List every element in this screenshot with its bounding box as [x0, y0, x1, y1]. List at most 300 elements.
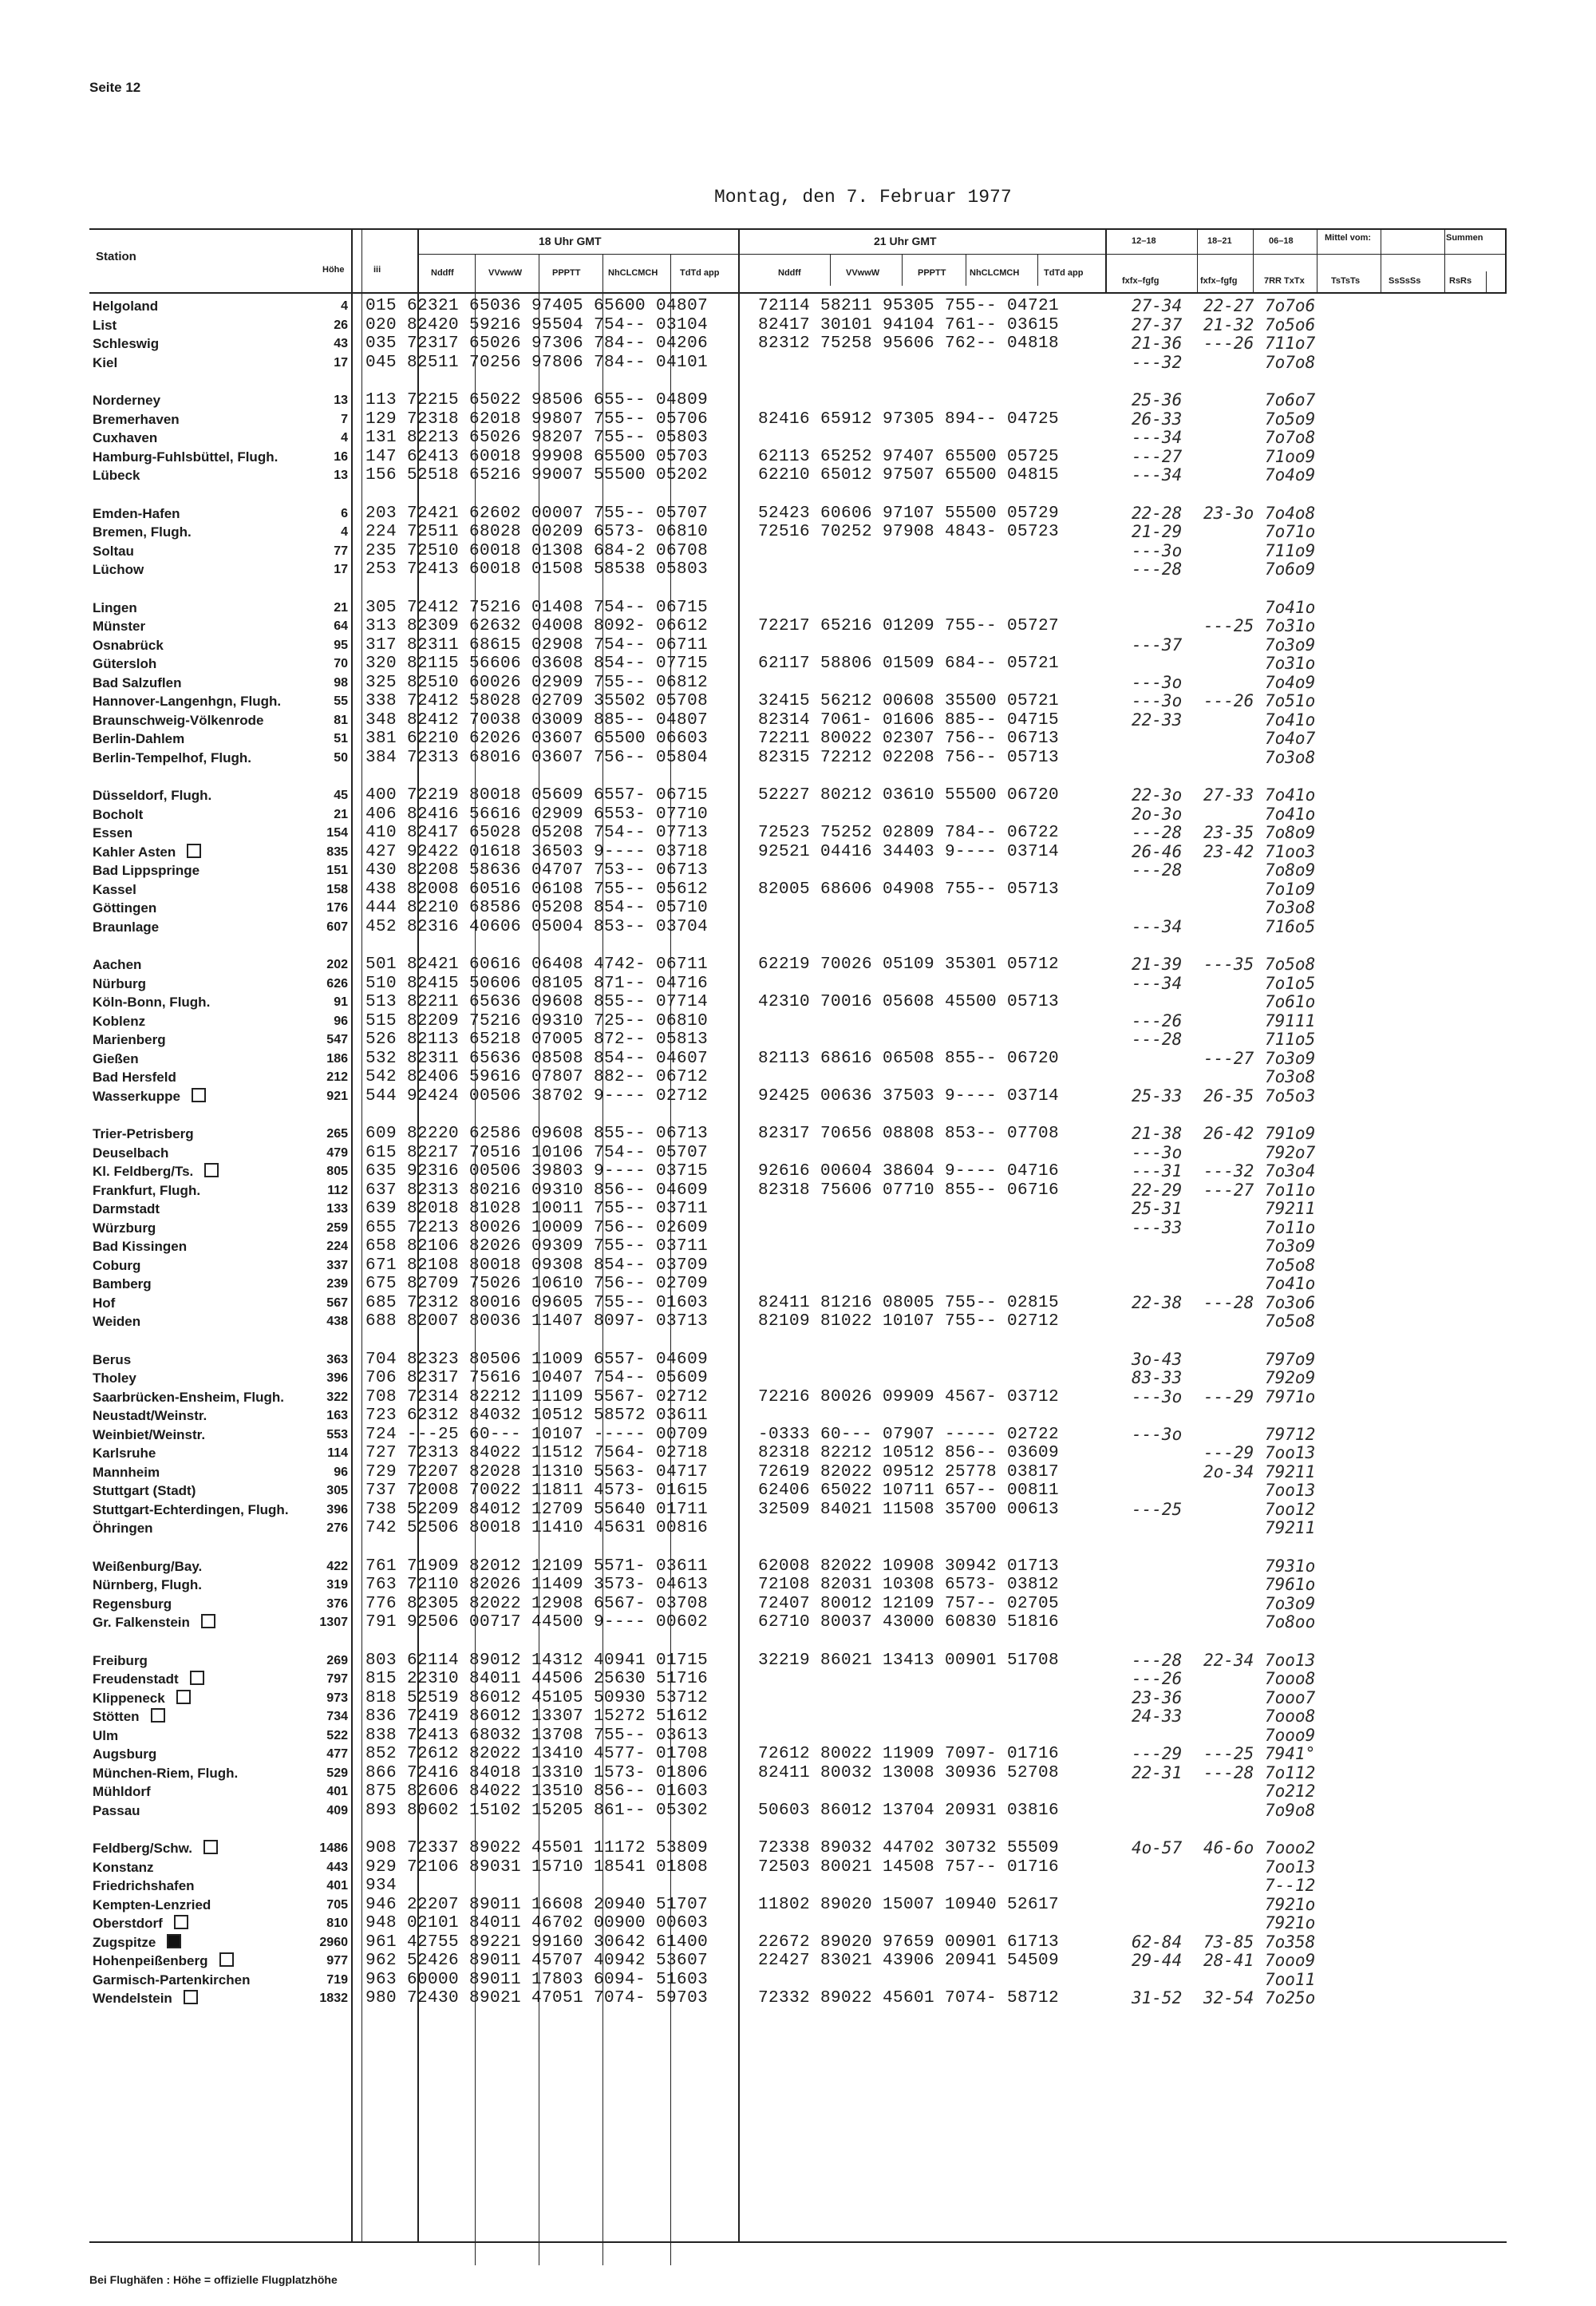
- precip-06-18-text: 792o7: [1265, 1142, 1316, 1162]
- precip-06-18: [1265, 354, 1315, 372]
- precip-06-18: [1265, 1444, 1315, 1462]
- obs-18-gmt: [365, 692, 708, 710]
- gust-12-18: [1132, 786, 1182, 805]
- obs-21-gmt-text: 62710 80037 43000 60830 51816: [758, 1613, 1060, 1632]
- station-name-text: Saarbrücken-Ensheim, Flugh.: [93, 1389, 284, 1405]
- precip-06-18-text: 7o11o: [1265, 1180, 1316, 1200]
- obs-18-gmt: [365, 824, 708, 842]
- gust-12-18-text: ---34: [1132, 465, 1183, 485]
- station-name-text: Kassel: [93, 881, 136, 897]
- table-row: [0, 504, 1596, 524]
- gust-12-18: [1132, 1369, 1182, 1387]
- gust-12-18-text: 25-36: [1132, 390, 1183, 409]
- gust-12-18-text: ---26: [1132, 1011, 1183, 1030]
- gust-18-21: [1203, 1839, 1254, 1857]
- station-height-text: 91: [334, 995, 348, 1009]
- obs-18-gmt: [365, 560, 708, 579]
- gust-12-18: [1132, 316, 1182, 334]
- obs-18-gmt: [365, 1613, 708, 1632]
- station-height-text: 6: [341, 506, 348, 520]
- station-height-text: 112: [327, 1183, 348, 1197]
- obs-18-gmt-text: 035 72317 65026 97306 784-- 04206: [365, 334, 709, 353]
- station-name-text: Braunlage: [93, 919, 160, 935]
- precip-06-18: [1265, 1200, 1315, 1218]
- station-height: [308, 1050, 348, 1068]
- gust-18-21: [1203, 824, 1254, 842]
- station-height-text: 409: [326, 1803, 348, 1818]
- table-row: [0, 636, 1596, 655]
- obs-18-gmt-text: 400 72219 80018 05609 6557- 06715: [365, 786, 709, 805]
- obs-21-gmt: [758, 1896, 1059, 1914]
- station-height: [308, 1651, 348, 1670]
- station-name-text: Neustadt/Weinstr.: [93, 1408, 207, 1423]
- obs-21-gmt-text: 72108 82031 10308 6573- 03812: [758, 1576, 1060, 1594]
- table-row: [0, 1406, 1596, 1426]
- station-height: [308, 1030, 348, 1049]
- station-height-text: 438: [326, 1315, 348, 1328]
- col-header-mittel: Mittel vom:: [1325, 233, 1372, 243]
- gust-12-18-text: ---3o: [1132, 540, 1183, 560]
- station-name: [93, 410, 180, 429]
- station-height-text: 805: [326, 1165, 348, 1178]
- table-row: [0, 1595, 1596, 1614]
- obs-18-gmt: [365, 1745, 708, 1763]
- station-height-text: 133: [326, 1202, 348, 1216]
- precip-06-18: [1265, 975, 1315, 993]
- obs-21-gmt-text: 72114 58211 95305 755-- 04721: [758, 297, 1060, 315]
- station-name: [93, 692, 281, 710]
- station-name-text: Emden-Hafen: [93, 505, 180, 521]
- precip-06-18-text: 7o8o9: [1265, 823, 1316, 842]
- gust-12-18-text: 26-33: [1132, 409, 1183, 429]
- table-row: [0, 1481, 1596, 1501]
- obs-21-gmt-text: 72503 80021 14508 757-- 01716: [758, 1857, 1060, 1877]
- gust-12-18-text: 3o-43: [1132, 1349, 1183, 1369]
- precip-06-18-text: 7931o: [1265, 1556, 1316, 1576]
- col-header-station: Station: [96, 250, 136, 263]
- station-name: [93, 542, 134, 560]
- obs-21-gmt: [758, 1162, 1059, 1181]
- station-height: [308, 1877, 348, 1895]
- gust-12-18: [1132, 1162, 1182, 1181]
- station-name: [93, 1144, 168, 1162]
- obs-18-gmt-text: 866 72416 84018 13310 1573- 01806: [365, 1763, 709, 1782]
- station-group: [0, 1351, 1596, 1538]
- gust-12-18: [1132, 410, 1182, 429]
- precip-06-18: [1265, 466, 1315, 485]
- open-square-icon: [174, 1915, 188, 1929]
- table-row: [0, 993, 1596, 1012]
- precip-06-18-text: 7o3o8: [1265, 898, 1316, 917]
- table-row: [0, 1557, 1596, 1576]
- precip-06-18: [1265, 899, 1315, 917]
- precip-06-18: [1265, 1858, 1315, 1877]
- obs-18-gmt-text: 742 52506 80018 11410 45631 00816: [365, 1519, 709, 1537]
- header-bottom-rule: [89, 292, 1507, 294]
- obs-21-gmt: [758, 466, 1059, 485]
- station-height-text: 4: [341, 525, 348, 539]
- station-height-text: 151: [326, 864, 348, 877]
- table-row: [0, 334, 1596, 354]
- obs-18-gmt: [365, 1030, 708, 1049]
- precip-06-18-text: 7o3o6: [1265, 1292, 1316, 1312]
- station-name-text: Regensburg: [93, 1596, 172, 1612]
- obs-21-gmt-text: 52227 80212 03610 55500 06720: [758, 786, 1060, 805]
- table-row: [0, 1989, 1596, 2008]
- gust-12-18-text: ---37: [1132, 635, 1183, 655]
- obs-18-gmt: [365, 1406, 708, 1425]
- obs-18-gmt-text: 803 62114 89012 14312 40941 01715: [365, 1651, 709, 1670]
- station-name-text: Helgoland: [93, 299, 159, 314]
- col-header-21-nddff: Nddff: [778, 268, 801, 278]
- obs-18-gmt-text: 513 82211 65636 09608 855-- 07714: [365, 993, 709, 1011]
- gust-12-18-text: ---28: [1132, 860, 1183, 880]
- table-row: [0, 1125, 1596, 1144]
- station-name: [93, 391, 160, 409]
- table-row: [0, 1426, 1596, 1445]
- station-height: [308, 1312, 348, 1331]
- obs-21-gmt: [758, 1745, 1059, 1763]
- station-height: [308, 1351, 348, 1369]
- sub-header-ssss: SsSsSs: [1389, 276, 1421, 286]
- station-name-text: Bremerhaven: [93, 411, 180, 427]
- station-name: [93, 1050, 139, 1068]
- station-height: [308, 1256, 348, 1275]
- station-name: [93, 448, 278, 466]
- precip-06-18: [1265, 824, 1315, 842]
- gust-12-18: [1132, 1125, 1182, 1143]
- gust-18-21: [1203, 955, 1254, 974]
- gust-12-18: [1132, 1839, 1182, 1857]
- table-row: [0, 1501, 1596, 1520]
- station-name-text: Lingen: [93, 599, 137, 615]
- obs-21-gmt: [758, 1444, 1059, 1462]
- station-name: [93, 1406, 207, 1425]
- station-name-text: Feldberg/Schw.: [93, 1841, 193, 1856]
- precip-06-18: [1265, 955, 1315, 974]
- gust-12-18: [1132, 1689, 1182, 1707]
- station-name: [93, 674, 181, 692]
- col-header-gust-12-18: 12–18: [1132, 236, 1156, 246]
- obs-21-gmt: [758, 824, 1059, 842]
- station-name: [93, 1613, 215, 1632]
- open-square-icon: [151, 1708, 165, 1723]
- precip-06-18-text: 791o9: [1265, 1124, 1316, 1143]
- gust-18-21-text: ---27: [1203, 1048, 1254, 1068]
- station-name: [93, 1481, 196, 1500]
- gust-12-18: [1132, 861, 1182, 880]
- station-name-text: Bamberg: [93, 1276, 152, 1291]
- station-name-text: Tholey: [93, 1371, 136, 1386]
- precip-06-18-text: 7o5o8: [1265, 955, 1316, 974]
- station-height-text: 322: [326, 1390, 348, 1404]
- gust-12-18: [1132, 1989, 1182, 2007]
- station-name-text: Hamburg-Fuhlsbüttel, Flugh.: [93, 449, 279, 465]
- station-name: [93, 1576, 202, 1594]
- gust-18-21-text: ---25: [1203, 616, 1254, 635]
- table-row: [0, 880, 1596, 900]
- station-height: [308, 1237, 348, 1256]
- obs-21-gmt: [758, 843, 1059, 861]
- table-row: [0, 523, 1596, 542]
- station-height: [308, 1275, 348, 1293]
- table-row: [0, 1087, 1596, 1106]
- gust-12-18: [1132, 1144, 1182, 1162]
- obs-18-gmt-text: 875 82606 84022 13510 856-- 01603: [365, 1782, 709, 1801]
- station-name-text: Norderney: [93, 393, 161, 408]
- station-height-text: 154: [326, 826, 348, 840]
- obs-18-gmt-text: 438 82008 60516 06108 755-- 05612: [365, 880, 709, 899]
- obs-18-gmt-text: 723 62312 84032 10512 58572 03611: [365, 1406, 709, 1425]
- station-name-text: Weinbiet/Weinstr.: [93, 1426, 206, 1442]
- table-row: [0, 1764, 1596, 1783]
- precip-06-18: [1265, 711, 1315, 730]
- obs-21-gmt: [758, 1125, 1059, 1143]
- station-height: [308, 843, 348, 861]
- station-name: [93, 730, 184, 748]
- station-height: [308, 334, 348, 353]
- station-height-text: 77: [334, 544, 348, 558]
- obs-18-gmt-text: 430 82208 58636 04707 753-- 06713: [365, 861, 709, 880]
- precip-06-18-text: 7--12: [1265, 1876, 1316, 1895]
- table-row: [0, 316, 1596, 335]
- obs-21-gmt: [758, 692, 1059, 710]
- gust-12-18: [1132, 636, 1182, 655]
- col-header-18-nddff: Nddff: [431, 268, 454, 278]
- station-height-text: 98: [334, 675, 348, 690]
- precip-06-18-text: 7o71o: [1265, 522, 1316, 541]
- obs-18-gmt-text: 704 82323 80506 11009 6557- 04609: [365, 1350, 709, 1369]
- station-name-text: Lüchow: [93, 562, 144, 577]
- open-square-icon: [204, 1163, 219, 1177]
- station-name: [93, 1312, 140, 1331]
- obs-18-gmt: [365, 1782, 708, 1801]
- obs-18-gmt: [365, 1275, 708, 1293]
- station-name: [93, 1501, 289, 1519]
- gust-18-21: [1203, 297, 1254, 315]
- obs-21-gmt: [758, 316, 1059, 334]
- precip-06-18: [1265, 1745, 1315, 1763]
- station-height-text: 186: [326, 1051, 348, 1066]
- obs-18-gmt: [365, 1858, 708, 1877]
- table-row: [0, 1012, 1596, 1031]
- precip-06-18: [1265, 636, 1315, 655]
- station-name: [93, 824, 132, 842]
- gust-18-21-text: ---29: [1203, 1443, 1254, 1462]
- station-name-text: Schleswig: [93, 336, 160, 351]
- station-height: [308, 1012, 348, 1030]
- precip-06-18-text: 7o358: [1265, 1932, 1316, 1952]
- precip-06-18-text: 7o7o6: [1265, 296, 1316, 315]
- obs-18-gmt-text: 685 72312 80016 09605 755-- 01603: [365, 1293, 709, 1312]
- station-name: [93, 955, 141, 974]
- table-row: [0, 1200, 1596, 1219]
- date-line: Montag, den 7. Februar 1977: [714, 187, 1012, 208]
- table-row: [0, 1369, 1596, 1388]
- gust-12-18: [1132, 692, 1182, 710]
- gust-12-18-text: ---28: [1132, 1030, 1183, 1049]
- obs-18-gmt: [365, 542, 708, 560]
- station-height-text: 705: [326, 1897, 348, 1912]
- station-name: [93, 1237, 187, 1256]
- obs-21-gmt: [758, 1802, 1059, 1820]
- station-name-text: Augsburg: [93, 1746, 157, 1762]
- table-row: [0, 1745, 1596, 1764]
- station-height: [308, 429, 348, 447]
- precip-06-18: [1265, 1369, 1315, 1387]
- gust-12-18: [1132, 1764, 1182, 1782]
- obs-21-gmt-text: 72211 80022 02307 756-- 06713: [758, 730, 1060, 748]
- obs-18-gmt: [365, 1444, 708, 1462]
- station-height: [308, 636, 348, 655]
- gust-18-21-text: 23-35: [1203, 823, 1254, 842]
- station-name: [93, 1651, 148, 1670]
- station-name: [93, 1200, 160, 1218]
- open-square-icon: [192, 1088, 206, 1102]
- station-height-text: 45: [334, 789, 348, 802]
- obs-18-gmt: [365, 1501, 708, 1519]
- table-row: [0, 1576, 1596, 1595]
- gust-18-21: [1203, 1952, 1254, 1970]
- precip-06-18: [1265, 429, 1315, 447]
- gust-12-18-text: ---3o: [1132, 691, 1183, 710]
- precip-06-18-text: 7o51o: [1265, 691, 1316, 710]
- station-name-text: Bad Kissingen: [93, 1239, 188, 1254]
- gust-18-21-text: 28-41: [1203, 1951, 1254, 1970]
- precip-06-18: [1265, 1519, 1315, 1537]
- gust-12-18: [1132, 466, 1182, 485]
- table-row: [0, 599, 1596, 618]
- table-row: [0, 1858, 1596, 1877]
- station-name: [93, 1782, 151, 1801]
- obs-18-gmt-text: 761 71909 82012 12109 5571- 03611: [365, 1556, 709, 1576]
- station-name-text: Mühldorf: [93, 1784, 151, 1799]
- rule-right-edge: [1505, 230, 1507, 294]
- precip-06-18: [1265, 1670, 1315, 1688]
- open-square-icon: [201, 1614, 215, 1628]
- station-name: [93, 1557, 202, 1576]
- obs-21-gmt-text: 62219 70026 05109 35301 05712: [758, 955, 1060, 974]
- table-row: [0, 1971, 1596, 1990]
- precip-06-18-text: 7971o: [1265, 1386, 1316, 1406]
- gust-18-21: [1203, 334, 1254, 353]
- station-height-text: 21: [334, 600, 348, 615]
- gust-18-21: [1203, 1050, 1254, 1068]
- gust-12-18-text: 22-3o: [1132, 785, 1183, 805]
- gust-12-18-text: ---27: [1132, 446, 1183, 466]
- gust-12-18-text: ---28: [1132, 1650, 1183, 1670]
- precip-06-18: [1265, 1576, 1315, 1594]
- obs-21-gmt-text: 92521 04416 34403 9---- 03714: [758, 842, 1060, 861]
- station-name-text: Düsseldorf, Flugh.: [93, 788, 212, 803]
- station-name: [93, 297, 158, 315]
- precip-06-18-text: 7oo13: [1265, 1481, 1316, 1500]
- gust-12-18-text: 62-84: [1132, 1932, 1183, 1952]
- obs-18-gmt-text: 934: [365, 1877, 397, 1895]
- station-name-text: Freudenstadt: [93, 1671, 179, 1687]
- precip-06-18-text: 7ooo8: [1265, 1707, 1316, 1726]
- gust-12-18: [1132, 975, 1182, 993]
- station-height-text: 810: [326, 1916, 348, 1930]
- station-height-text: 176: [326, 901, 348, 915]
- obs-21-gmt-text: 82416 65912 97305 894-- 04725: [758, 409, 1060, 429]
- table-row: [0, 824, 1596, 843]
- station-height-text: 305: [326, 1484, 348, 1497]
- obs-18-gmt-text: 317 82311 68615 02908 754-- 06711: [365, 635, 709, 655]
- precip-06-18: [1265, 1351, 1315, 1369]
- gust-18-21-text: 26-35: [1203, 1086, 1254, 1106]
- obs-18-gmt: [365, 655, 708, 673]
- table-row: [0, 1933, 1596, 1952]
- station-height-text: 734: [326, 1710, 348, 1723]
- station-name-text: Konstanz: [93, 1859, 154, 1875]
- precip-06-18-text: 7o4o8: [1265, 503, 1316, 523]
- station-name: [93, 1012, 145, 1030]
- obs-18-gmt-text: 763 72110 82026 11409 3573- 04613: [365, 1576, 709, 1594]
- precip-06-18-text: 7o3o8: [1265, 747, 1316, 767]
- precip-06-18: [1265, 523, 1315, 541]
- table-row: [0, 1219, 1596, 1238]
- station-height-text: 7: [341, 412, 348, 426]
- station-height-text: 401: [326, 1785, 348, 1798]
- gust-12-18-text: ---31: [1132, 1161, 1183, 1181]
- station-name-text: Hohenpeißenberg: [93, 1953, 208, 1968]
- station-name: [93, 1802, 140, 1820]
- obs-18-gmt-text: 738 52209 84012 12709 55640 01711: [365, 1500, 709, 1519]
- table-row: [0, 861, 1596, 880]
- obs-18-gmt-text: 452 82316 40606 05004 853-- 03704: [365, 917, 709, 936]
- station-name: [93, 1689, 191, 1707]
- station-name-text: Gütersloh: [93, 656, 157, 671]
- obs-21-gmt-text: 82411 80032 13008 30936 52708: [758, 1763, 1060, 1782]
- precip-06-18: [1265, 1144, 1315, 1162]
- filled-square-icon: [167, 1934, 181, 1948]
- station-height: [308, 1576, 348, 1594]
- obs-21-gmt: [758, 448, 1059, 466]
- station-name-text: Stuttgart (Stadt): [93, 1483, 196, 1498]
- table-row: [0, 1444, 1596, 1463]
- obs-18-gmt: [365, 1896, 708, 1914]
- station-name-text: Koblenz: [93, 1013, 146, 1029]
- gust-12-18: [1132, 560, 1182, 579]
- obs-21-gmt: [758, 1764, 1059, 1782]
- obs-18-gmt: [365, 880, 708, 899]
- station-name: [93, 334, 159, 353]
- table-row: [0, 560, 1596, 579]
- station-height-text: 626: [326, 976, 348, 991]
- station-group: [0, 1557, 1596, 1632]
- station-name-text: Klippeneck: [93, 1690, 165, 1706]
- gust-18-21-text: ---29: [1203, 1386, 1254, 1406]
- station-height-text: 1486: [319, 1841, 348, 1855]
- station-height-text: 553: [326, 1427, 348, 1442]
- obs-18-gmt-text: 671 82108 80018 09308 854-- 03709: [365, 1256, 709, 1275]
- station-name-text: Kempten-Lenzried: [93, 1897, 211, 1912]
- obs-18-gmt-text: 836 72419 86012 13307 15272 51612: [365, 1707, 709, 1726]
- obs-18-gmt: [365, 448, 708, 466]
- precip-06-18-text: 716o5: [1265, 916, 1316, 936]
- table-row: [0, 1312, 1596, 1331]
- precip-06-18-text: 7o3o8: [1265, 1067, 1316, 1086]
- station-name-text: Essen: [93, 825, 133, 841]
- station-height-text: 259: [326, 1220, 348, 1235]
- gust-12-18-text: 2o-3o: [1132, 804, 1183, 824]
- obs-18-gmt: [365, 1012, 708, 1030]
- gust-18-21: [1203, 692, 1254, 710]
- precip-06-18-text: 79111: [1265, 1011, 1316, 1030]
- station-name: [93, 1369, 136, 1387]
- page-number: Seite 12: [89, 80, 141, 95]
